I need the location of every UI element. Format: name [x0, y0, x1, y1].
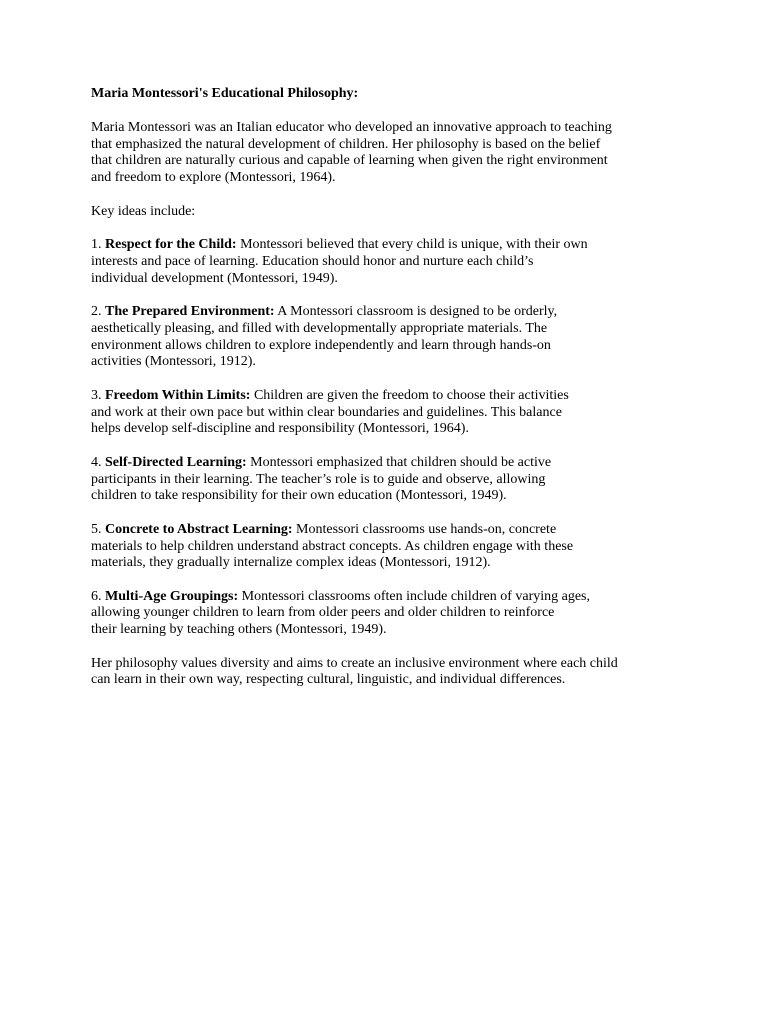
key-idea-text: Children are given the freedom to choose their activities [253, 387, 569, 403]
key-ideas-intro [91, 204, 691, 221]
key-idea-text: Montessori believed that every child is unique, with their own [240, 236, 588, 252]
conclusion-line: can learn in their own way, respecting cultural, linguistic, and individual differences. [91, 672, 566, 688]
key-idea-first-line [91, 304, 691, 321]
key-idea-number: 2. [91, 303, 102, 319]
key-idea-line: their learning by teaching others (Montessori, 1949). [91, 622, 387, 638]
key-idea-number: 5. [91, 521, 102, 537]
key-idea-respect-for-the-child [91, 237, 691, 287]
intro-line: that emphasized the natural development of children. Her philosophy is based on the belief [91, 136, 601, 152]
key-idea-first-line [91, 237, 691, 254]
key-idea-text: Montessori classrooms often include children of varying ages, [241, 588, 590, 604]
key-idea-heading: Concrete to Abstract Learning: [105, 521, 293, 537]
intro-line: and freedom to explore (Montessori, 1964). [91, 170, 336, 186]
key-idea-freedom-within-limits [91, 388, 691, 438]
intro-line: Maria Montessori was an Italian educator who developed an innovative approach to teaching [91, 119, 612, 135]
key-idea-first-line [91, 388, 691, 405]
key-idea-number: 4. [91, 454, 102, 470]
key-idea-number: 3. [91, 387, 102, 403]
key-idea-line: helps develop self-discipline and responsibility (Montessori, 1964). [91, 421, 469, 437]
key-idea-prepared-environment [91, 304, 691, 371]
document-title: Maria Montessori's Educational Philosophy: [91, 86, 359, 101]
key-idea-line: and work at their own pace but within clear boundaries and guidelines. This balance [91, 404, 562, 420]
key-idea-concrete-to-abstract [91, 522, 691, 572]
conclusion-line: Her philosophy values diversity and aims to create an inclusive environment where each child [91, 655, 618, 671]
key-idea-line: interests and pace of learning. Education should honor and nurture each child’s [91, 253, 534, 269]
intro-paragraph [91, 120, 691, 187]
key-idea-heading: Self-Directed Learning: [105, 454, 247, 470]
key-idea-line: environment allows children to explore independently and learn through hands-on [91, 337, 551, 353]
intro-line: that children are naturally curious and capable of learning when given the right environment [91, 153, 608, 169]
key-ideas-intro-text: Key ideas include: [91, 203, 196, 219]
key-idea-line: materials, they gradually internalize complex ideas (Montessori, 1912). [91, 555, 491, 571]
key-idea-text: Montessori classrooms use hands-on, concrete [296, 521, 557, 537]
key-idea-self-directed-learning [91, 455, 691, 505]
key-idea-line: participants in their learning. The teacher’s role is to guide and observe, allowing [91, 471, 546, 487]
key-idea-first-line [91, 589, 691, 606]
key-idea-heading: Respect for the Child: [105, 236, 237, 252]
key-idea-heading: Freedom Within Limits: [105, 387, 251, 403]
key-idea-text: Montessori emphasized that children should be active [250, 454, 552, 470]
key-idea-heading: The Prepared Environment: [105, 303, 275, 319]
key-idea-multi-age-groupings [91, 589, 691, 639]
key-idea-line: materials to help children understand abstract concepts. As children engage with these [91, 538, 574, 554]
key-idea-line: aesthetically pleasing, and filled with developmentally appropriate materials. The [91, 320, 548, 336]
key-idea-line: children to take responsibility for their own education (Montessori, 1949). [91, 488, 507, 504]
document-page [91, 86, 691, 706]
conclusion-paragraph [91, 656, 691, 690]
key-idea-first-line [91, 455, 691, 472]
key-idea-text: A Montessori classroom is designed to be orderly, [277, 303, 558, 319]
key-idea-line: activities (Montessori, 1912). [91, 354, 256, 370]
key-idea-line: allowing younger children to learn from older peers and older children to reinforce [91, 605, 555, 621]
key-idea-first-line [91, 522, 691, 539]
key-idea-number: 1. [91, 236, 102, 252]
key-idea-line: individual development (Montessori, 1949). [91, 270, 338, 286]
key-idea-number: 6. [91, 588, 102, 604]
key-idea-heading: Multi-Age Groupings: [105, 588, 239, 604]
